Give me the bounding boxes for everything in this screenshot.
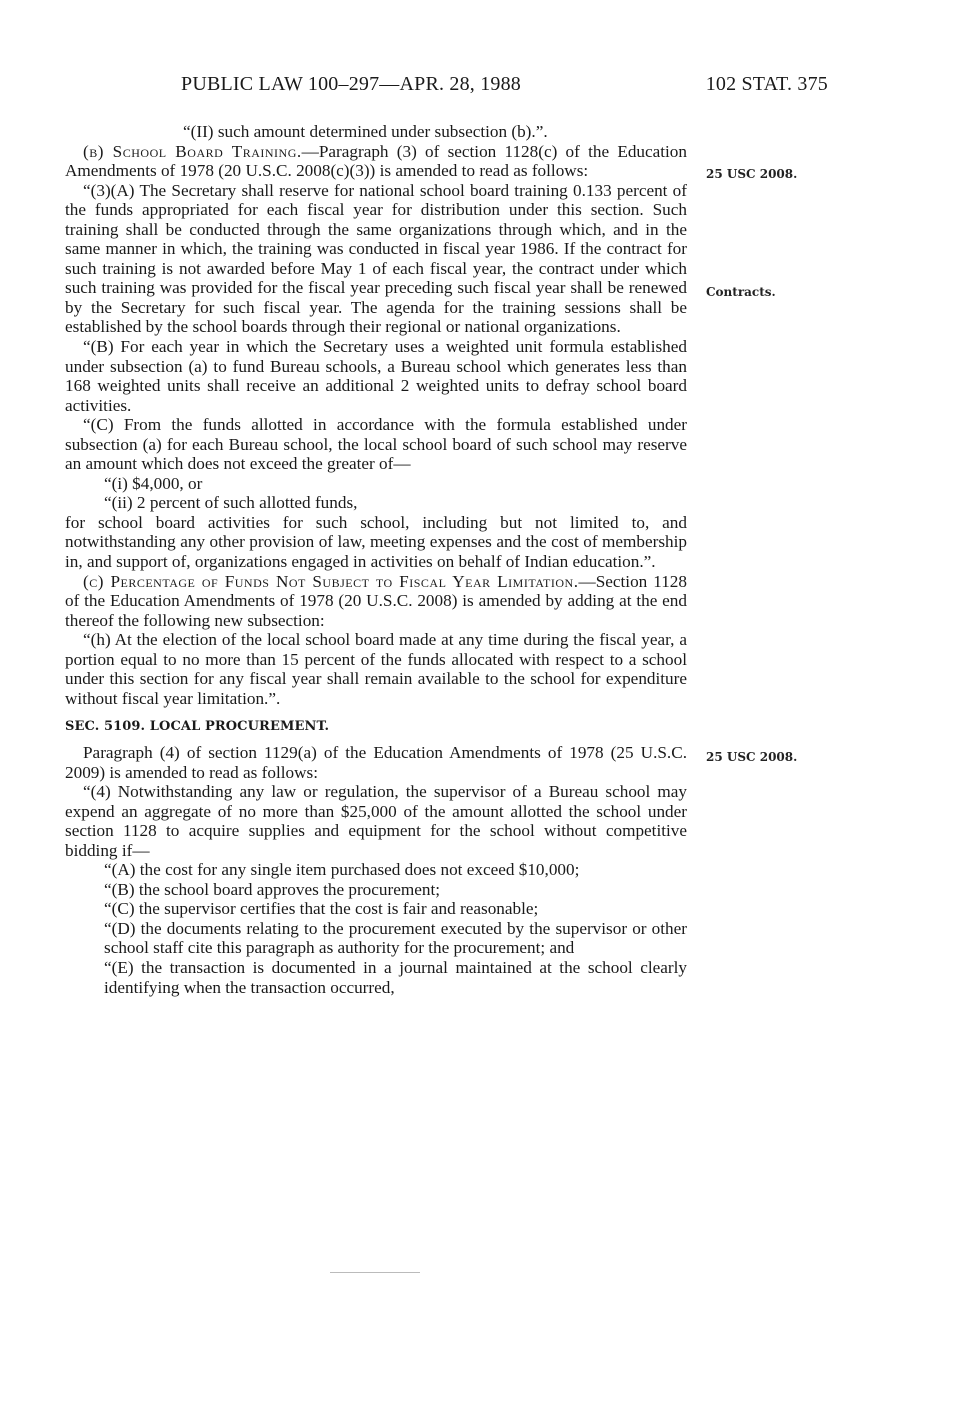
paragraph-c-percentage bbox=[65, 572, 687, 631]
paragraph-local-procurement: Paragraph (4) of section 1129(a) of the Education Amendments of 1978 (25 U.S.C. 2009) is amended to read as follows: bbox=[65, 742, 687, 782]
clause-i: “(i) $4,000, or bbox=[104, 473, 203, 493]
item-b: “(B) the school board approves the procurement; bbox=[104, 879, 440, 899]
header-law-citation: PUBLIC LAW 100–297—APR. 28, 1988 bbox=[181, 73, 522, 95]
margin-note-contracts: Contracts. bbox=[706, 285, 776, 299]
scan-mark bbox=[330, 1272, 420, 1273]
clause-ii: “(ii) 2 percent of such allotted funds, bbox=[104, 493, 358, 513]
paragraph-continuation: for school board activities for such school, including but not limited to, and notwithstanding any other provision of law, meeting expenses and the cost of membership in, and support of, organizations engaged in activities on behalf of Indian education.”. bbox=[65, 512, 687, 572]
paragraph-b-text: —Paragraph (3) of section 1128(c) of the Education Amendments of 1978 (20 U.S.C. 2008(c)(3)) is amended to read as follows: bbox=[65, 141, 687, 181]
paragraph-c-text: —Section 1128 of the Education Amendments of 1978 (20 U.S.C. 2008) is amended by adding at the end thereof the following new subsection: bbox=[65, 571, 687, 630]
section-heading: SEC. 5109. LOCAL PROCUREMENT. bbox=[65, 719, 330, 735]
item-d: “(D) the documents relating to the procurement executed by the supervisor or other school staff cite this paragraph as authority for the procurement; and bbox=[104, 918, 687, 958]
page-header bbox=[181, 73, 828, 101]
paragraph-3c: “(C) From the funds allotted in accordance with the formula established under subsection (a) for each Bureau school, the local school board of such school may reserve an amount which does not exceed the greater of— bbox=[65, 415, 687, 474]
header-stat-page: 102 STAT. 375 bbox=[705, 73, 828, 95]
item-c: “(C) the supervisor certifies that the cost is fair and reasonable; bbox=[104, 899, 539, 919]
paragraph-4: “(4) Notwithstanding any law or regulation, the supervisor of a Bureau school may expend an aggregate of no more than $25,000 of the amount allotted the school under section 1128 to acquire supplies and equipment for the school without competitive bidding if— bbox=[65, 782, 687, 860]
paragraph-b-school-board-training bbox=[65, 142, 687, 181]
heading-school-board-training: (b) School Board Training. bbox=[83, 141, 302, 161]
paragraph-3b: “(B) For each year in which the Secretary uses a weighted unit formula established under subsection (a) to fund Bureau schools, a Bureau school which generates less than 168 weighted units shall receive an additional 2 weighted units to defray school board activities. bbox=[65, 337, 687, 415]
item-a: “(A) the cost for any single item purchased does not exceed $10,000; bbox=[104, 860, 580, 880]
paragraph-3a: “(3)(A) The Secretary shall reserve for national school board training 0.133 percent of the funds appropriated for each fiscal year for distribution under this section. Such training shall be conducted through the same organizations through which, and in the same manner in which, the training was conducted in fiscal year 1986. If the contract for such training is not awarded before May 1 of each fiscal year, the contract under which such training was provided for the fiscal year preceding such fiscal year shall be renewed by the Secretary for such fiscal year. The agenda for the training sessions shall be established by the school boards through their regional or national organizations. bbox=[65, 180, 687, 337]
heading-percentage-of-funds: (c) Percentage of Funds Not Subject to Fiscal Year Limitation. bbox=[83, 571, 579, 591]
margin-note-usc-1: 25 USC 2008. bbox=[706, 167, 798, 181]
item-e: “(E) the transaction is documented in a journal maintained at the school clearly identifying when the transaction occurred, bbox=[104, 957, 687, 997]
paragraph-ii-amount: “(II) such amount determined under subsection (b).”. bbox=[183, 122, 548, 141]
margin-note-usc-2: 25 USC 2008. bbox=[706, 750, 798, 764]
paragraph-h: “(h) At the election of the local school board made at any time during the fiscal year, a portion equal to no more than 15 percent of the funds allocated with respect to a school under this section for any fiscal year shall remain available to the school for expenditure without fiscal year limitation.”. bbox=[65, 630, 687, 708]
body-text bbox=[65, 122, 687, 997]
